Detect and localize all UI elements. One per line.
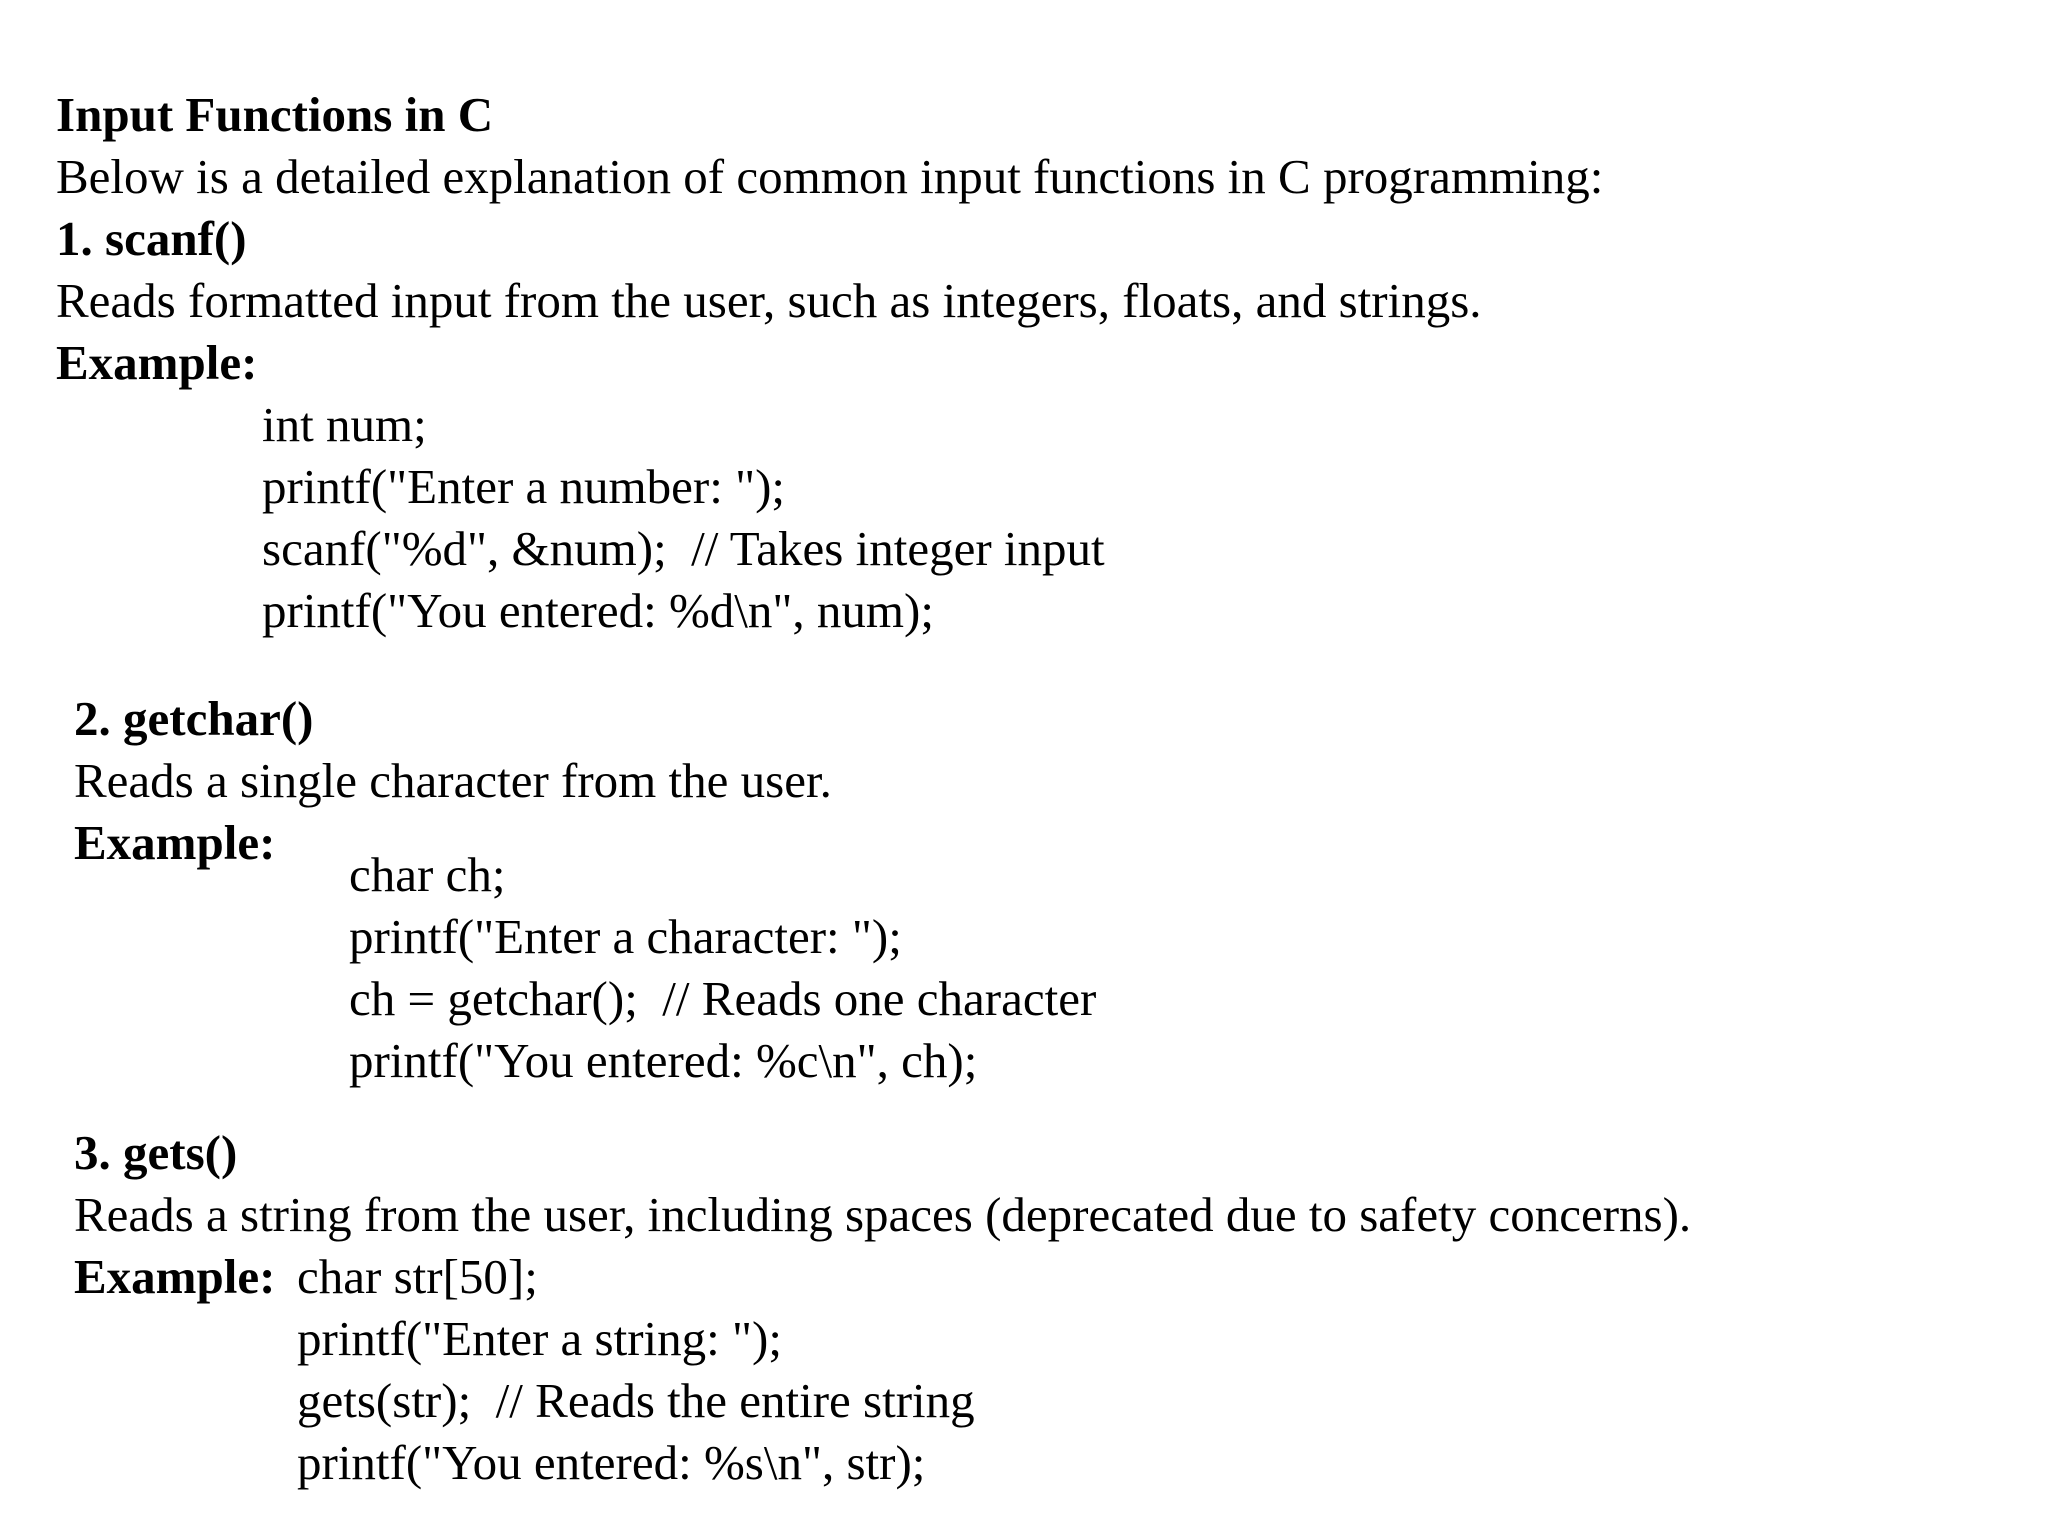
- code-line-gets-3: gets(str); // Reads the entire string: [297, 1373, 975, 1428]
- section-heading-scanf: 1. scanf(): [56, 211, 247, 266]
- page-title: Input Functions in C: [56, 87, 494, 142]
- code-line-getchar-1: char ch;: [349, 847, 506, 902]
- code-line-getchar-3: ch = getchar(); // Reads one character: [349, 971, 1097, 1026]
- section-description-scanf: Reads formatted input from the user, such as integers, floats, and strings.: [56, 273, 1482, 328]
- code-line-scanf-3: scanf("%d", &num); // Takes integer input: [262, 521, 1105, 576]
- code-line-getchar-2: printf("Enter a character: ");: [349, 909, 902, 964]
- example-label-getchar: Example:: [74, 815, 276, 870]
- section-description-gets: Reads a string from the user, including spaces (deprecated due to safety concerns).: [74, 1187, 1692, 1242]
- intro-text: Below is a detailed explanation of common input functions in C programming:: [56, 149, 1604, 204]
- section-description-getchar: Reads a single character from the user.: [74, 753, 832, 808]
- section-heading-getchar: 2. getchar(): [74, 691, 314, 746]
- section-heading-gets: 3. gets(): [74, 1125, 238, 1180]
- code-line-scanf-1: int num;: [262, 397, 427, 452]
- code-line-scanf-4: printf("You entered: %d\n", num);: [262, 583, 934, 638]
- code-line-gets-1: char str[50];: [297, 1249, 538, 1304]
- example-label-gets: Example:: [74, 1249, 276, 1304]
- code-line-gets-2: printf("Enter a string: ");: [297, 1311, 782, 1366]
- code-line-scanf-2: printf("Enter a number: ");: [262, 459, 786, 514]
- example-label-scanf: Example:: [56, 335, 258, 390]
- code-line-getchar-4: printf("You entered: %c\n", ch);: [349, 1033, 978, 1088]
- code-line-gets-4: printf("You entered: %s\n", str);: [297, 1435, 926, 1490]
